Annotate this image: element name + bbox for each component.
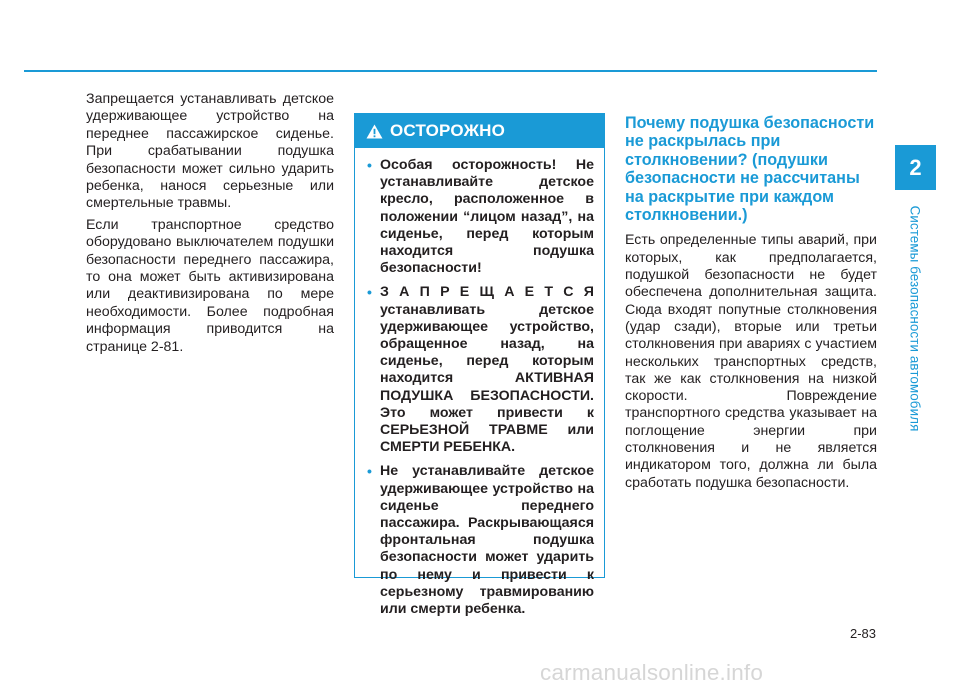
right-column bbox=[625, 114, 877, 492]
warning-item bbox=[367, 463, 594, 618]
section-heading: Почему подушка безопасности не раскрылась при столкновении? (подушки безопасности не рассчитаны на раскрытие при каждом столкновении.) bbox=[625, 114, 875, 225]
warning-item-text: З А П Р Е Щ А Е Т С Я устанавливать детское удерживающее устройство, обращенное назад, на сиденье, перед которым находится АКТИВНАЯ ПОДУШКА БЕЗОПАСНОСТИ. Это может привести к СЕРЬЕЗНОЙ ТРАВМЕ или СМЕРТИ РЕБЕНКА. bbox=[380, 284, 594, 456]
bullet-icon: • bbox=[367, 463, 372, 480]
warning-item bbox=[367, 284, 594, 456]
left-column bbox=[86, 91, 334, 360]
chapter-title-text: Системы безопасности автомобиля bbox=[907, 205, 923, 432]
warning-triangle-icon bbox=[366, 124, 383, 139]
warning-item-text: Особая осторожность! Не устанавливайте детское кресло, расположенное в положении “лицом назад”, на сиденье, перед которым находится подушка безопасности! bbox=[380, 157, 594, 277]
section-body: Есть определенные типы аварий, при которых, как предполагается, подушкой безопасности не будет обеспечена дополнительная защита. Сюда входят попутные столкновения (удар сзади), вторые или третьи столкновения при авариях с участием нескольких транспортных средств, так же как столкновения на низкой скорости. Повреждение транспортного средства указывает на поглощение энергии при столкновения и не является индикатором того, должна ли была сработать подушка безопасности. bbox=[625, 232, 877, 491]
warning-list bbox=[355, 148, 604, 618]
left-paragraph-1: Запрещается устанавливать детское удерживающее устройство на переднее пассажирское сиденье. При срабатывании подушка безопасности может сильно ударить ребенка, нанося серьезные или смертельные травмы. bbox=[86, 91, 334, 212]
top-divider bbox=[24, 70, 877, 72]
warning-box bbox=[354, 113, 605, 618]
warning-item bbox=[367, 157, 594, 277]
page-number: 2-83 bbox=[849, 626, 876, 641]
watermark: carmanualsonline.info bbox=[540, 660, 764, 685]
bullet-icon: • bbox=[367, 157, 372, 173]
warning-title: ОСТОРОЖНО bbox=[390, 121, 506, 140]
chapter-tab: 2 bbox=[895, 145, 936, 190]
left-paragraph-2: Если транспортное средство оборудовано выключателем подушки безопасности переднего пассажира, то она может быть активизирована или деактивизирована по мере необходимости. Более подробная информация приводится на странице 2-81. bbox=[86, 216, 334, 355]
warning-header bbox=[355, 114, 604, 148]
warning-item-text: Не устанавливайте детское удерживающее устройство на сиденье переднего пассажира. Раскрывающаяся фронтальная подушка безопасности может ударить по нему и привести к серьезному травмированию или смерти ребенка. bbox=[380, 463, 594, 618]
chapter-side-title bbox=[903, 199, 927, 438]
bullet-icon: • bbox=[367, 284, 372, 301]
